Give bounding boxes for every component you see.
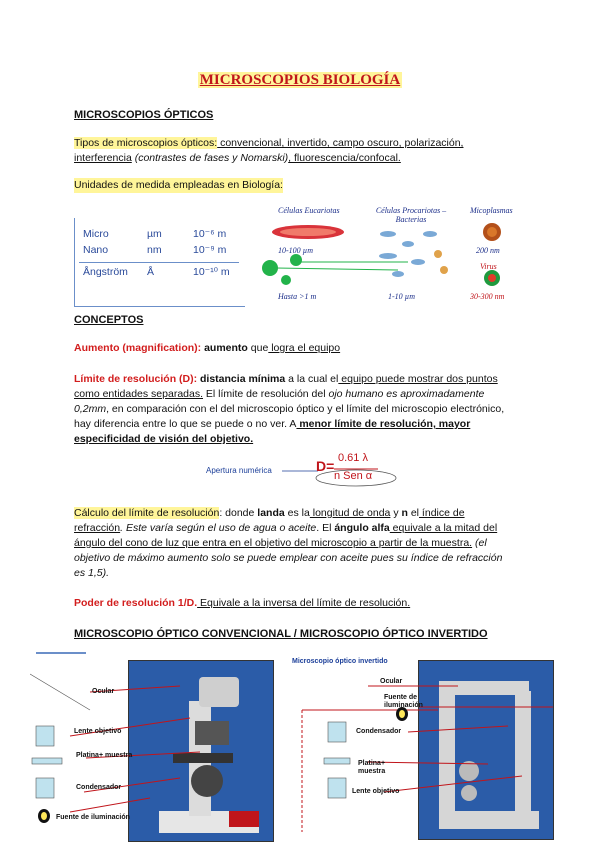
label-ocular: Ocular — [92, 688, 115, 695]
formula-denominator: n Sen α — [334, 470, 373, 482]
units-row: Micro µm 10⁻⁶ m — [83, 228, 227, 240]
section-heading-conceptos: CONCEPTOS — [74, 314, 144, 326]
label-procariotas: Células Procariotas – Bacterias — [375, 206, 447, 224]
formula-numerator: 0.61 λ — [338, 452, 368, 464]
label-eucariotas-size: 10-100 µm — [278, 246, 314, 255]
calculo-paragraph: Cálculo del límite de resolución: donde landa es la longitud de onda y n el índice de refracción. Este varía según el uso de agua o aceite. El ángulo alfa equivale a la mitad del ángulo del cono de luz que entra en el objetivo del microscopio a partir de la muestra. (el objetivo de máximo aumento solo se puede emplear con aceite pues su índice de refracción es 1,5). — [74, 507, 503, 579]
formula-d: D= — [316, 458, 335, 474]
units-row: Ångström Å 10⁻¹⁰ m — [83, 266, 230, 278]
units-row: Nano nm 10⁻⁹ m — [83, 244, 227, 256]
label-micoplasmas: Micoplasmas — [470, 206, 513, 215]
poder-paragraph: Poder de resolución 1/D. Equivale a la inversa del límite de resolución. — [74, 597, 411, 609]
tipos-paragraph: Tipos de microscopios ópticos: convencional, invertido, campo oscuro, polarización, interferencia (contrastes de fases y Nomarski), fluorescencia/confocal. — [74, 137, 464, 164]
aumento-paragraph: Aumento (magnification): aumento que logra el equipo — [74, 342, 341, 354]
label-virus-size: 30-300 nm — [470, 292, 505, 301]
invertido-title: Microscopio óptico invertido — [292, 658, 388, 665]
label-ocular-inv: Ocular — [380, 678, 403, 685]
label-lente-inv: Lente objetivo — [352, 788, 400, 795]
figure-microscopio-invertido — [288, 652, 568, 842]
units-table — [74, 218, 245, 307]
label-eucariotas: Células Eucariotas — [278, 206, 340, 215]
label-condensador: Condensador — [76, 784, 122, 791]
formula-label: Apertura numérica — [206, 466, 272, 475]
tipos-label: Tipos de microscopios ópticos: — [74, 137, 218, 149]
label-fuente: Fuente de iluminación — [56, 814, 130, 821]
label-platina-inv: Platina+ muestra — [358, 760, 386, 775]
limite-paragraph: Límite de resolución (D): distancia mínima a la cual el equipo puede mostrar dos puntos como entidades separadas. El límite de resolución del ojo humano es aproximadamente 0,2mm, en comparación con el del microscopio óptico y el límite del microscopio electrónico, hay diferencia entre lo que se puede o no ver. A menor límite de resolución, mayor especificidad de visión del objetivo. — [74, 373, 505, 445]
label-micoplasmas-size: 200 nm — [476, 246, 500, 255]
label-eucariotas-size2: Hasta >1 m — [278, 292, 317, 301]
label-condensador-inv: Condensador — [356, 728, 402, 735]
figure-microscopio-convencional — [30, 652, 275, 842]
label-procariotas-size: 1-10 µm — [388, 292, 416, 301]
cells-figure — [248, 204, 538, 308]
resolution-formula — [206, 452, 406, 488]
section-heading-convencional: MICROSCOPIO ÓPTICO CONVENCIONAL / MICROSCOPIO ÓPTICO INVERTIDO — [74, 628, 488, 640]
label-fuente-inv: Fuente de iluminación — [384, 694, 423, 709]
unidades-label: Unidades de medida empleadas en Biología: — [74, 179, 283, 191]
label-lente-objetivo: Lente objetivo — [74, 728, 122, 735]
page-title: MICROSCOPIOS BIOLOGÍA — [199, 72, 401, 88]
section-heading-opticos: MICROSCOPIOS ÓPTICOS — [74, 109, 214, 121]
label-virus: Virus — [480, 262, 497, 271]
label-platina: Platina+ muestra — [76, 752, 133, 759]
